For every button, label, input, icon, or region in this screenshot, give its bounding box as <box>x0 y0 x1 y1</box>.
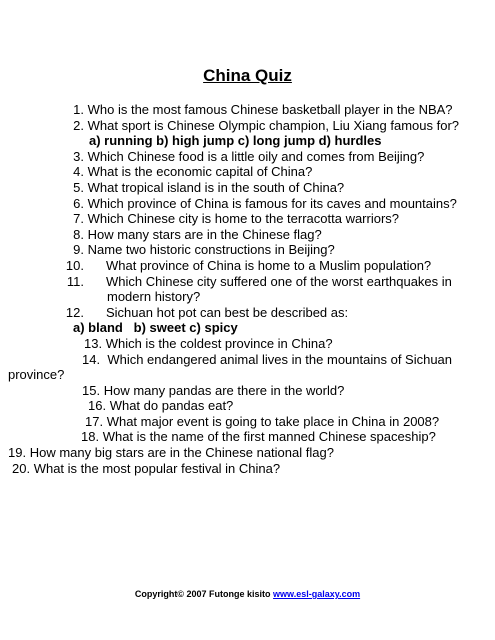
copyright-footer <box>0 589 495 600</box>
question-5: 5. What tropical island is in the south of China? <box>73 179 345 195</box>
question-18: 18. What is the name of the first manned Chinese spaceship? <box>81 429 436 445</box>
question-20: 20. What is the most popular festival in China? <box>12 460 281 476</box>
question-3: 3. Which Chinese food is a little oily and comes from Beijing? <box>73 148 425 164</box>
question-7: 7. Which Chinese city is home to the terracotta warriors? <box>73 211 400 227</box>
question-16: 16. What do pandas eat? <box>88 398 234 414</box>
question-8: 8. How many stars are in the Chinese flag? <box>73 226 322 242</box>
question-12: 12. Sichuan hot pot can best be described as: <box>65 304 349 320</box>
question-12-answers: a) bland b) sweet c) spicy <box>73 320 238 336</box>
question-19: 19. How many big stars are in the Chinese national flag? <box>8 445 334 461</box>
copyright-text: Copyright© 2007 Futonge kisito <box>134 589 274 599</box>
question-14: 14. Which endangered animal lives in the mountains of Sichuan province? <box>8 351 453 383</box>
question-4: 4. What is the economic capital of China? <box>73 164 313 180</box>
question-9: 9. Name two historic constructions in Beijing? <box>73 242 335 258</box>
question-1: 1. Who is the most famous Chinese basketball player in the NBA? <box>73 102 453 117</box>
page-title <box>0 66 495 86</box>
question-2: 2. What sport is Chinese Olympic champion, Liu Xiang famous for? <box>73 117 460 133</box>
question-10: 10. What province of China is home to a Muslim population? <box>65 257 432 273</box>
question-list <box>8 102 460 476</box>
question-13: 13. Which is the coldest province in China? <box>84 335 333 351</box>
esl-galaxy-link[interactable]: www.esl-galaxy.com <box>273 589 361 599</box>
page-title-text: China Quiz <box>203 66 292 85</box>
question-17: 17. What major event is going to take place in China in 2008? <box>85 413 440 429</box>
question-2-answers: a) running b) high jump c) long jump d) hurdles <box>89 133 382 149</box>
question-15: 15. How many pandas are there in the world? <box>82 382 345 398</box>
question-11: 11. Which Chinese city suffered one of the worst earthquakes in modern history? <box>66 273 452 305</box>
question-6: 6. Which province of China is famous for its caves and mountains? <box>73 195 457 211</box>
